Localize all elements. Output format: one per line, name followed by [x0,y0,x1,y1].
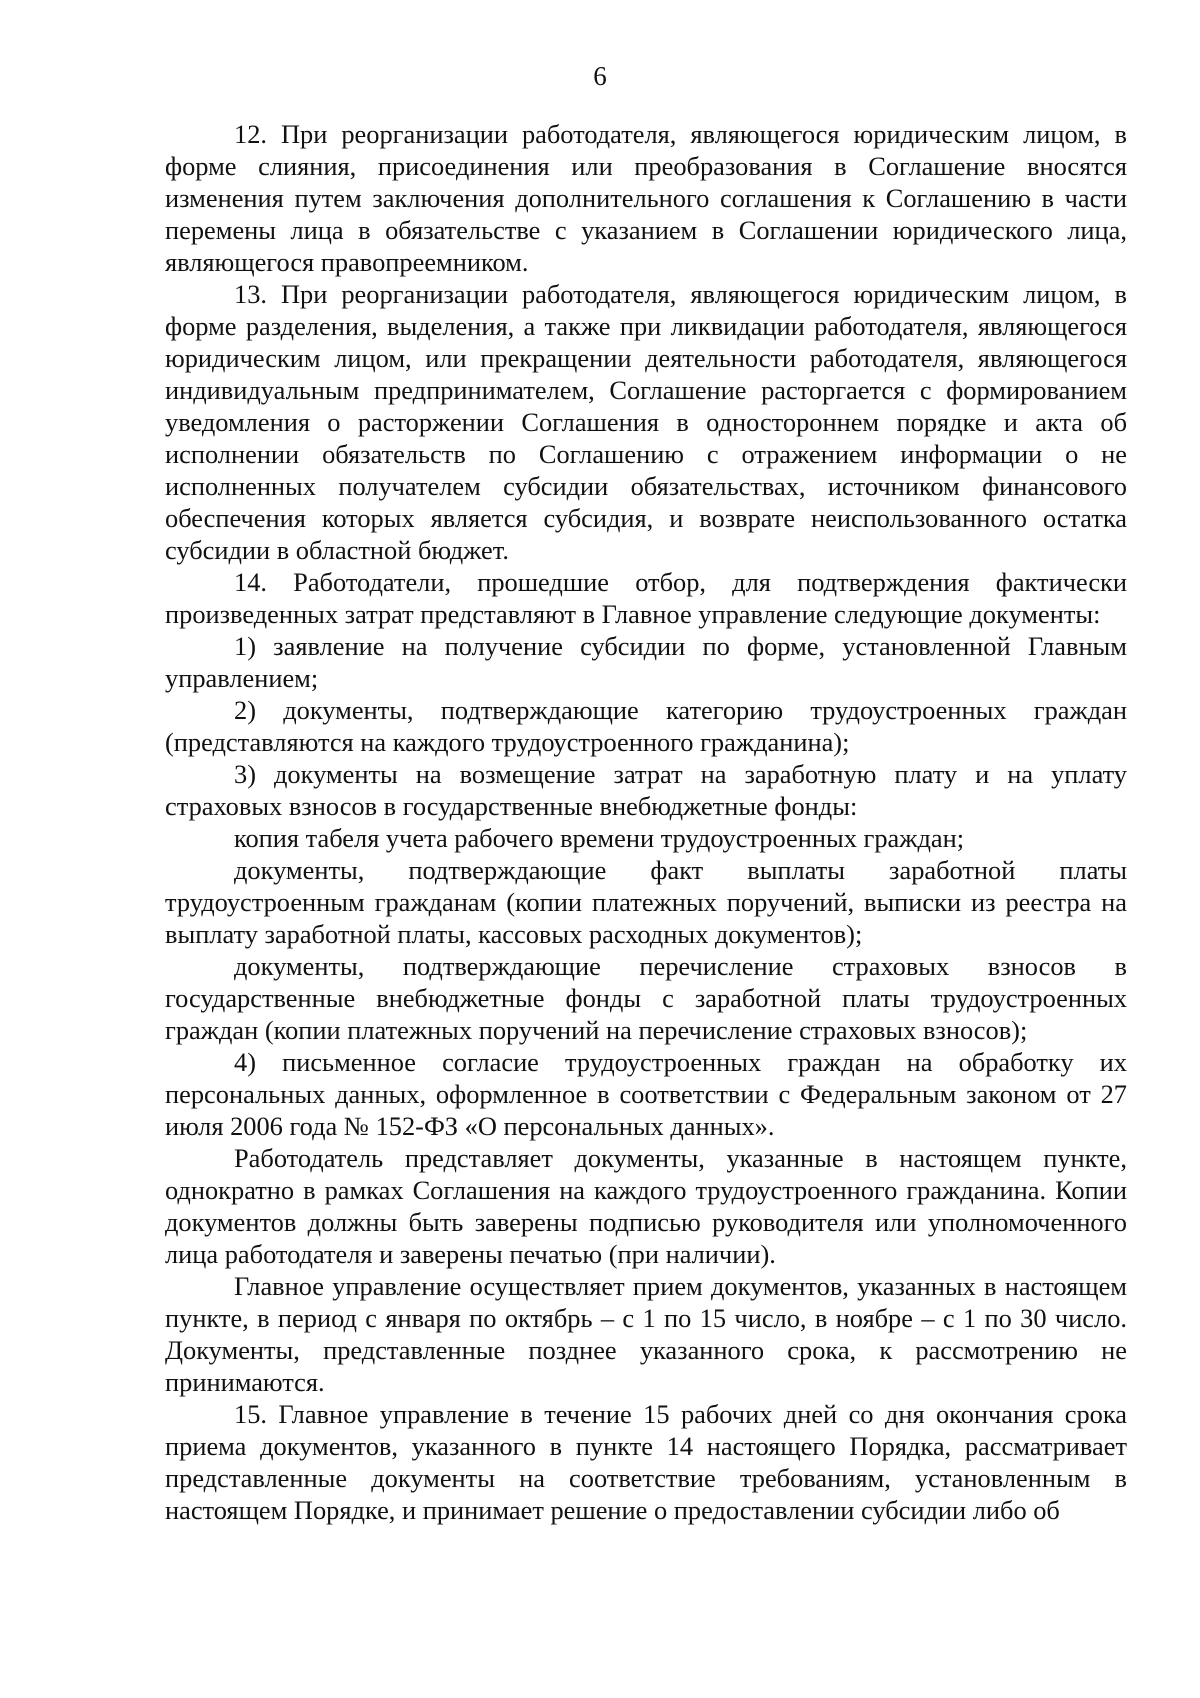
list-item-3: 3) документы на возмещение затрат на заработную плату и на уплату страховых взносов в государственные внебюджетные фонды: [165,759,1127,821]
paragraph-15: 15. Главное управление в течение 15 рабочих дней со дня окончания срока приема документов, указанного в пункте 14 настоящего Порядка, рассматривает представленные документы на соответствие требованиям, установленным в настоящем Порядке, и принимает решение о предоставлении субсидии либо об [165,1399,1127,1525]
page-number: 6 [593,61,607,91]
list-item-2: 2) документы, подтверждающие категорию трудоустроенных граждан (представляются на каждого трудоустроенного гражданина); [165,695,1127,757]
paragraph-14: 14. Работодатели, прошедшие отбор, для подтверждения фактически произведенных затрат представляют в Главное управление следующие документы: [165,567,1127,629]
list-item-1: 1) заявление на получение субсидии по форме, установленной Главным управлением; [165,631,1127,693]
paragraph-12: 12. При реорганизации работодателя, являющегося юридическим лицом, в форме слияния, присоединения или преобразования в Соглашение вносятся изменения путем заключения дополнительного соглашения к Соглашению в части перемены лица в обязательстве с указанием в Соглашении юридического лица, являющегося правопреемником. [165,119,1127,277]
paragraph-acceptance-period: Главное управление осуществляет прием документов, указанных в настоящем пункте, в период с января по октябрь – с 1 по 15 число, в ноябре – с 1 по 30 число. Документы, представленные позднее указанного срока, к рассмотрению не принимаются. [165,1271,1127,1397]
paragraph-employer-submission: Работодатель представляет документы, указанные в настоящем пункте, однократно в рамках Соглашения на каждого трудоустроенного гражданина. Копии документов должны быть заверены подписью руководителя или уполномоченного лица работодателя и заверены печатью (при наличии). [165,1143,1127,1269]
paragraph-13: 13. При реорганизации работодателя, являющегося юридическим лицом, в форме разделения, выделения, а также при ликвидации работодателя, являющегося юридическим лицом, или прекращении деятельности работодателя, являющегося индивидуальным предпринимателем, Соглашение расторгается с формированием уведомления о расторжении Соглашения в одностороннем порядке и акта об исполнении обязательств по Соглашению с отражением информации о не исполненных получателем субсидии обязательствах, источником финансового обеспечения которых является субсидия, и возврате неиспользованного остатка субсидии в областной бюджет. [165,279,1127,565]
list-item-4: 4) письменное согласие трудоустроенных граждан на обработку их персональных данных, оформленное в соответствии с Федеральным законом от 27 июля 2006 года № 152-ФЗ «О персональных данных». [165,1047,1127,1141]
list-subitem-salary-docs: документы, подтверждающие факт выплаты заработной платы трудоустроенным гражданам (копии платежных поручений, выписки из реестра на выплату заработной платы, кассовых расходных документов); [165,855,1127,949]
list-subitem-insurance-docs: документы, подтверждающие перечисление страховых взносов в государственные внебюджетные фонды с заработной платы трудоустроенных граждан (копии платежных поручений на перечисление страховых взносов); [165,951,1127,1045]
document-body [165,118,1127,1526]
list-subitem-timesheet: копия табеля учета рабочего времени трудоустроенных граждан; [234,823,965,853]
